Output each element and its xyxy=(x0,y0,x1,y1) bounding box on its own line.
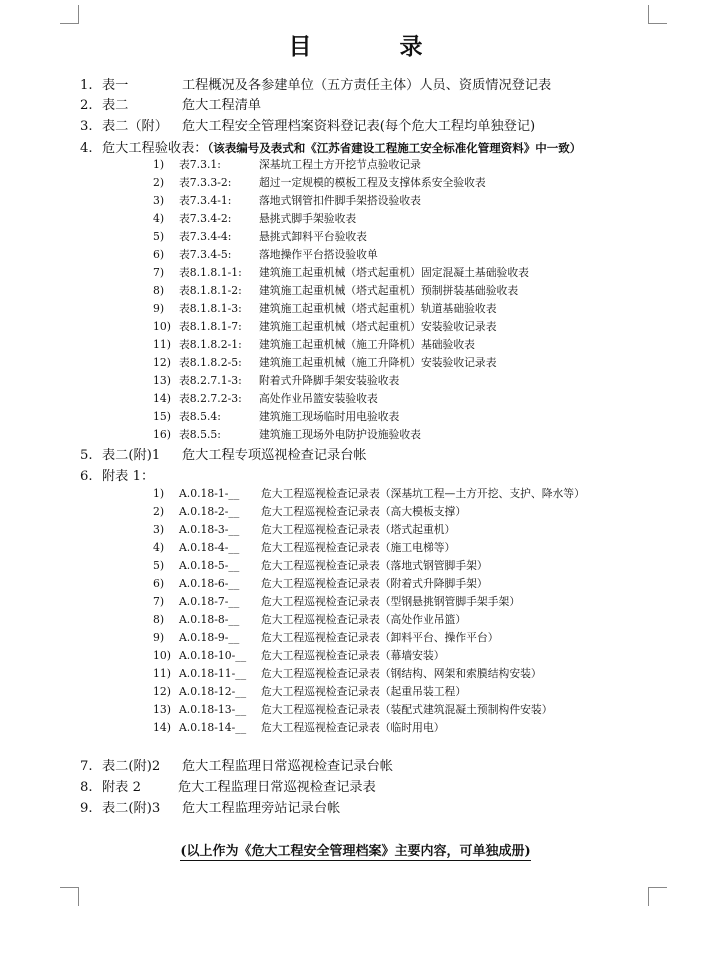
list-item: 11) A.0.18-11-__ 危大工程巡视检查记录表（钢结构、网架和索膜结构安装） xyxy=(153,667,542,680)
crop-mark-bottom-left xyxy=(60,887,79,906)
list-item: 7) 表8.1.8.1-1: 建筑施工起重机械（塔式起重机）固定混凝土基础验收表 xyxy=(153,266,529,279)
list-item: 1) A.0.18-1-__ 危大工程巡视检查记录表（深基坑工程—土方开挖、支护、降水等） xyxy=(153,487,585,500)
toc-item-6: 6. 附表 1： xyxy=(80,469,155,484)
list-item: 3) A.0.18-3-__ 危大工程巡视检查记录表（塔式起重机） xyxy=(153,523,456,536)
footer-note: (以上作为《危大工程安全管理档案》主要内容，可单独成册) xyxy=(180,844,531,859)
toc-item-9: 9. 表二(附)3 危大工程监理旁站记录台帐 xyxy=(80,801,341,816)
toc-item-1: 1. 表一 工程概况及各参建单位（五方责任主体）人员、资质情况登记表 xyxy=(80,78,552,93)
list-item: 6) 表7.3.4-5: 落地操作平台搭设验收单 xyxy=(153,248,378,261)
list-item: 2) 表7.3.3-2: 超过一定规模的模板工程及支撑体系安全验收表 xyxy=(153,176,486,189)
list-item: 3) 表7.3.4-1: 落地式钢管扣件脚手架搭设验收表 xyxy=(153,194,421,207)
toc-item-2: 2. 表二 危大工程清单 xyxy=(80,98,262,113)
crop-mark-bottom-right xyxy=(648,887,667,906)
list-item: 9) A.0.18-9-__ 危大工程巡视检查记录表（卸料平台、操作平台） xyxy=(153,631,499,644)
list-item: 10) 表8.1.8.1-7: 建筑施工起重机械（塔式起重机）安装验收记录表 xyxy=(153,320,497,333)
toc-item-4: 4. 危大工程验收表：（该表编号及表式和《江苏省建设工程施工安全标准化管理资料》中一致） xyxy=(80,141,582,156)
list-item: 4) A.0.18-4-__ 危大工程巡视检查记录表（施工电梯等） xyxy=(153,541,456,554)
list-item: 10) A.0.18-10-__ 危大工程巡视检查记录表（幕墙安装） xyxy=(153,649,445,662)
acceptance-note: （该表编号及表式和《江苏省建设工程施工安全标准化管理资料》中一致） xyxy=(207,141,582,155)
list-item: 11) 表8.1.8.2-1: 建筑施工起重机械（施工升降机）基础验收表 xyxy=(153,338,475,351)
crop-mark-top-left xyxy=(60,5,79,24)
list-item: 14) 表8.2.7.2-3: 高处作业吊篮安装验收表 xyxy=(153,392,378,405)
toc-item-7: 7. 表二(附)2 危大工程监理日常巡视检查记录台帐 xyxy=(80,759,393,774)
toc-item-5: 5. 表二(附)1 危大工程专项巡视检查记录台帐 xyxy=(80,448,367,463)
list-item: 1) 表7.3.1: 深基坑工程土方开挖节点验收记录 xyxy=(153,158,421,171)
list-item: 5) A.0.18-5-__ 危大工程巡视检查记录表（落地式钢管脚手架） xyxy=(153,559,488,572)
list-item: 12) A.0.18-12-__ 危大工程巡视检查记录表（起重吊装工程） xyxy=(153,685,467,698)
list-item: 15) 表8.5.4: 建筑施工现场临时用电验收表 xyxy=(153,410,400,423)
patrol-form-list xyxy=(153,485,585,737)
list-item: 8) A.0.18-8-__ 危大工程巡视检查记录表（高处作业吊篮） xyxy=(153,613,467,626)
list-item: 13) A.0.18-13-__ 危大工程巡视检查记录表（装配式建筑混凝土预制构件安装） xyxy=(153,703,553,716)
list-item: 7) A.0.18-7-__ 危大工程巡视检查记录表（型钢悬挑钢管脚手架手架） xyxy=(153,595,521,608)
list-item: 16) 表8.5.5: 建筑施工现场外电防护设施验收表 xyxy=(153,428,421,441)
acceptance-form-list xyxy=(153,156,529,444)
list-item: 12) 表8.1.8.2-5: 建筑施工起重机械（施工升降机）安装验收记录表 xyxy=(153,356,497,369)
list-item: 14) A.0.18-14-__ 危大工程巡视检查记录表（临时用电） xyxy=(153,721,445,734)
list-item: 9) 表8.1.8.1-3: 建筑施工起重机械（塔式起重机）轨道基础验收表 xyxy=(153,302,497,315)
list-item: 5) 表7.3.4-4: 悬挑式卸料平台验收表 xyxy=(153,230,367,243)
crop-mark-top-right xyxy=(648,5,667,24)
toc-item-8: 8. 附表 2 危大工程监理日常巡视检查记录表 xyxy=(80,780,376,795)
list-item: 6) A.0.18-6-__ 危大工程巡视检查记录表（附着式升降脚手架） xyxy=(153,577,488,590)
list-item: 2) A.0.18-2-__ 危大工程巡视检查记录表（高大模板支撑） xyxy=(153,505,467,518)
list-item: 8) 表8.1.8.1-2: 建筑施工起重机械（塔式起重机）预制拼装基础验收表 xyxy=(153,284,519,297)
page-title: 目 录 xyxy=(288,33,463,60)
list-item: 4) 表7.3.4-2: 悬挑式脚手架验收表 xyxy=(153,212,357,225)
list-item: 13) 表8.2.7.1-3: 附着式升降脚手架安装验收表 xyxy=(153,374,400,387)
toc-item-3: 3. 表二（附） 危大工程安全管理档案资料登记表(每个危大工程均单独登记) xyxy=(80,119,536,134)
